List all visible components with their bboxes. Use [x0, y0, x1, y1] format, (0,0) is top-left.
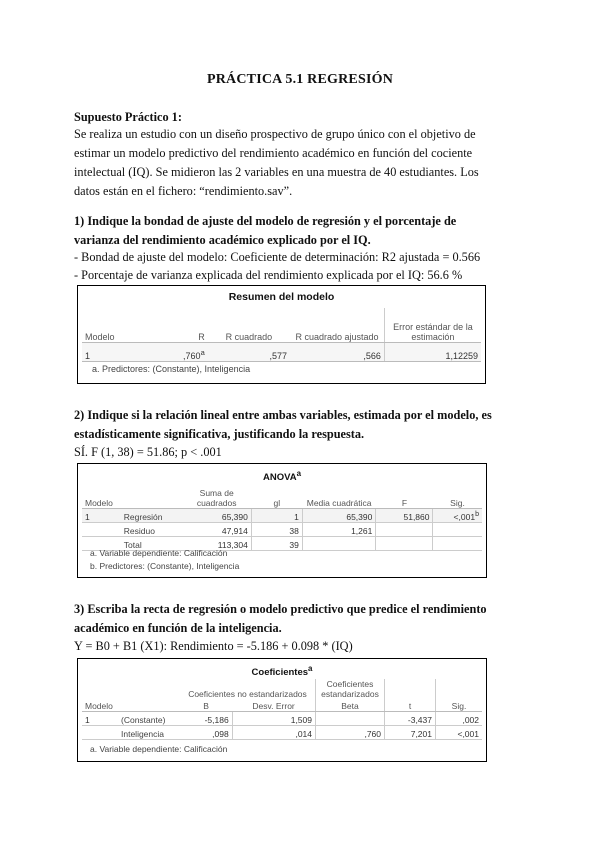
- q1-question-line: varianza del rendimiento académico explicado por el IQ.: [74, 233, 371, 247]
- coefficients-caption: Coeficientes$^a$: [251, 664, 313, 679]
- anova-table: [77, 463, 487, 578]
- q1-answer-line: - Bondad de ajuste del modelo: Coeficiente de determinación: R2 ajustada = 0.566: [74, 250, 481, 264]
- col-group-standardized: Coeficientes estandarizados: [316, 679, 385, 699]
- col-header-r-ajustado: R cuadrado ajustado: [290, 308, 384, 343]
- cell-label: Regresión: [121, 509, 182, 523]
- supuesto-line: Se realiza un estudio con un diseño prospectivo de grupo único con el objetivo de: [74, 127, 476, 141]
- cell-label: Residuo: [121, 523, 182, 537]
- col-header-beta: Beta: [316, 699, 385, 712]
- cell-modelo: 1: [82, 712, 118, 726]
- table-row: [82, 712, 482, 726]
- cell-label: Inteligencia: [118, 726, 180, 740]
- col-header-modelo: Modelo: [82, 308, 146, 343]
- col-header-r-cuadrado: R cuadrado: [208, 308, 290, 343]
- q2-answer: SÍ. F (1, 38) = 51.86; p < .001: [74, 445, 222, 459]
- cell-label: (Constante): [118, 712, 180, 726]
- q1-answer-line: - Porcentaje de varianza explicada del rendimiento explicada por el IQ: 56.6 %: [74, 268, 463, 282]
- supuesto-heading: Supuesto Práctico 1:: [74, 110, 182, 124]
- cell-desv-error: 1,509: [232, 712, 315, 726]
- cell-r-cuadrado: ,577: [208, 343, 290, 362]
- footnote-marker: a: [308, 664, 313, 673]
- cell-sig: [433, 523, 482, 537]
- model-summary-table: [77, 285, 486, 384]
- footnote-marker: a: [200, 348, 205, 357]
- anova-caption: ANOVA$^a$: [262, 469, 301, 484]
- col-header-sig: Sig.: [436, 699, 483, 712]
- coefficients-footnote: a. Variable dependiente: Calificación: [90, 744, 228, 754]
- col-header-t: t: [385, 699, 436, 712]
- cell-ms: 1,261: [302, 523, 375, 537]
- cell-b: -5,186: [180, 712, 232, 726]
- coefficients-table: [77, 658, 487, 762]
- page-title: PRÁCTICA 5.1 REGRESIÓN: [206, 72, 394, 87]
- cell-r: ,760$^a$: [146, 343, 208, 362]
- col-header-r: R: [146, 308, 208, 343]
- cell-beta: ,760: [316, 726, 385, 740]
- col-header-f: F: [376, 484, 433, 509]
- cell-sig: [433, 537, 482, 551]
- cell-error-estandar: 1,12259: [384, 343, 481, 362]
- col-group-unstandardized: Coeficientes no estandarizados: [188, 689, 307, 699]
- cell-modelo: [82, 523, 121, 537]
- col-header-desv-error: Desv. Error: [232, 699, 315, 712]
- col-header-modelo: Modelo: [82, 484, 121, 509]
- model-summary-footnote: a. Predictores: (Constante), Inteligencia: [92, 364, 251, 374]
- cell-gl: 39: [251, 537, 302, 551]
- col-header-suma-cuadrados: Suma de cuadrados: [182, 484, 251, 509]
- supuesto-line: intelectual (IQ). Se midieron las 2 variables en una muestra de 40 estudiantes. Los: [74, 165, 479, 179]
- cell-modelo: [82, 726, 118, 740]
- cell-f: [376, 523, 433, 537]
- q3-question-line: académico en función de la inteligencia.: [74, 621, 282, 635]
- col-header-gl: gl: [251, 484, 302, 509]
- cell-label: Total: [121, 537, 182, 551]
- cell-r-ajustado: ,566: [290, 343, 384, 362]
- cell-f: 51,860: [376, 509, 433, 523]
- anova-footnote: a. Variable dependiente: Calificación: [90, 548, 228, 558]
- col-header-sig: Sig.: [433, 484, 482, 509]
- table-row: [82, 523, 482, 537]
- supuesto-line: estimar un modelo predictivo del rendimiento académico en función del cociente: [74, 146, 473, 160]
- col-header-b: B: [180, 699, 232, 712]
- q1-question-line: 1) Indique la bondad de ajuste del modelo de regresión y el porcentaje de: [74, 214, 457, 228]
- col-header-media-cuadratica: Media cuadrática: [302, 484, 375, 509]
- cell-f: [376, 537, 433, 551]
- cell-modelo: 1: [82, 509, 121, 523]
- model-summary-caption: Resumen del modelo: [228, 291, 335, 303]
- cell-gl: 38: [251, 523, 302, 537]
- cell-b: ,098: [180, 726, 232, 740]
- footnote-marker: b: [475, 510, 479, 519]
- footnote-marker: a: [296, 469, 301, 478]
- col-header-modelo: Modelo: [82, 699, 118, 712]
- table-row: [82, 509, 482, 523]
- cell-desv-error: ,014: [232, 726, 315, 740]
- col-header-error-estandar: Error estándar de la estimación: [384, 308, 481, 343]
- supuesto-line: datos están en el fichero: “rendimiento.sav”.: [74, 184, 293, 198]
- q3-question-line: 3) Escriba la recta de regresión o modelo predictivo que predice el rendimiento: [74, 602, 487, 616]
- cell-ss: 47,914: [182, 523, 251, 537]
- cell-sig: <,001: [436, 726, 483, 740]
- q2-question-line: estadísticamente significativa, justificando la respuesta.: [74, 427, 365, 441]
- table-row: [82, 726, 482, 740]
- table-row: [82, 343, 481, 362]
- anova-footnote: b. Predictores: (Constante), Inteligencia: [90, 561, 240, 571]
- q2-question-line: 2) Indique si la relación lineal entre ambas variables, estimada por el modelo, es: [74, 408, 492, 422]
- cell-modelo: 1: [82, 343, 146, 362]
- cell-ms: 65,390: [302, 509, 375, 523]
- cell-t: 7,201: [385, 726, 436, 740]
- q3-answer: Y = B0 + B1 (X1): Rendimiento = -5.186 + 0.098 * (IQ): [74, 639, 353, 653]
- cell-t: -3,437: [385, 712, 436, 726]
- cell-sig: <,001$^b$: [433, 509, 482, 523]
- cell-ss: 113,304: [182, 537, 251, 551]
- cell-ss: 65,390: [182, 509, 251, 523]
- cell-beta: [316, 712, 385, 726]
- cell-gl: 1: [251, 509, 302, 523]
- cell-ms: [302, 537, 375, 551]
- cell-sig: ,002: [436, 712, 483, 726]
